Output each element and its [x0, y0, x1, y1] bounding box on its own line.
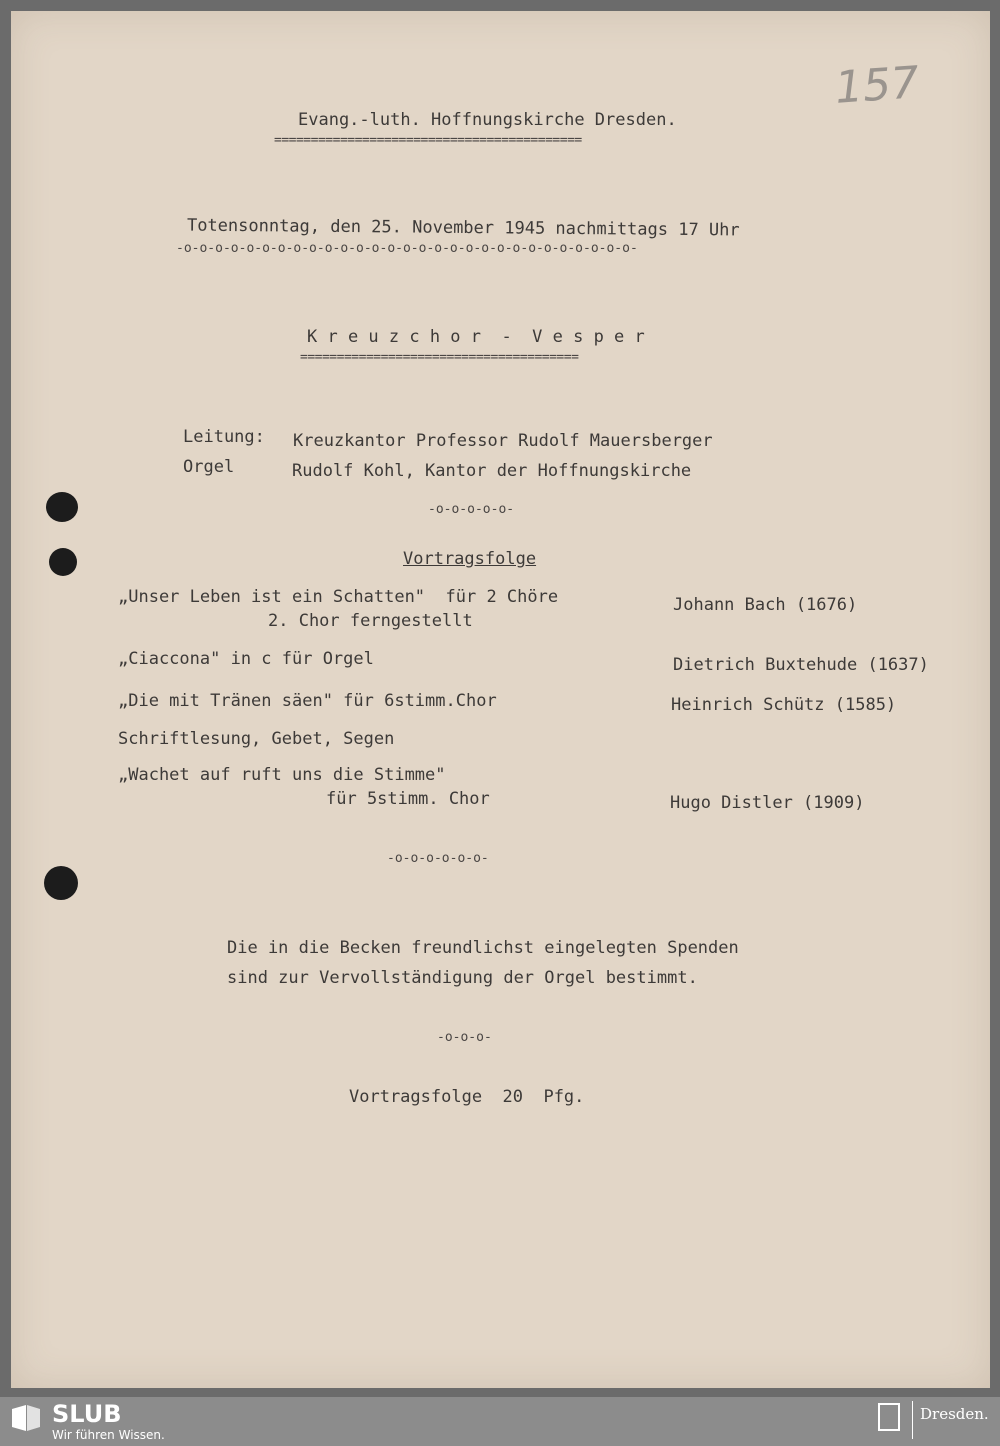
program-composer-1: Johann Bach (1676): [673, 595, 858, 615]
punch-hole: [49, 548, 77, 576]
date-line: Totensonntag, den 25. November 1945 nachmittags 17 Uhr: [186, 215, 740, 241]
title-underline: ======================================: [300, 350, 579, 365]
program-work-2: „Ciaccona" in c für Orgel: [118, 649, 374, 669]
library-tagline: Wir führen Wissen.: [52, 1428, 165, 1442]
header-underline: ==========================================: [274, 133, 582, 148]
city-crest-icon: [878, 1403, 900, 1431]
price-line: Vortragsfolge 20 Pfg.: [349, 1087, 585, 1107]
separator-1: -o-o-o-o-o-: [428, 502, 515, 517]
program-composer-5: Hugo Distler (1909): [670, 793, 865, 813]
separator-3: -o-o-o-: [437, 1030, 492, 1045]
viewer-footer: [0, 1397, 1000, 1446]
punch-hole: [46, 492, 78, 522]
separator-2: -o-o-o-o-o-o-: [387, 851, 489, 866]
program-composer-2: Dietrich Buxtehude (1637): [673, 655, 929, 675]
slub-logo-icon: [12, 1405, 40, 1431]
program-heading: Vortragsfolge: [403, 549, 537, 569]
logo-divider: [912, 1401, 913, 1439]
orgel-label: Orgel: [183, 457, 235, 477]
punch-hole: [44, 866, 78, 900]
document-header: Evang.-luth. Hoffnungskirche Dresden.: [298, 110, 677, 130]
program-work-3: „Die mit Tränen säen" für 6stimm.Chor: [118, 691, 497, 711]
orgel-value: Rudolf Kohl, Kantor der Hoffnungskirche: [292, 461, 692, 481]
program-composer-3: Heinrich Schütz (1585): [671, 695, 897, 715]
program-work-1: „Unser Leben ist ein Schatten" für 2 Chöre: [118, 587, 559, 607]
document-title: K r e u z c h o r - V e s p e r: [307, 327, 645, 347]
program-note-5: für 5stimm. Chor: [326, 789, 490, 809]
donation-line-2: sind zur Vervollständigung der Orgel bestimmt.: [227, 968, 698, 988]
leitung-value: Kreuzkantor Professor Rudolf Mauersberger: [293, 431, 713, 451]
pencil-page-number: 157: [833, 57, 921, 114]
city-logo: Dresden.: [920, 1405, 989, 1423]
program-note-1: 2. Chor ferngestellt: [268, 611, 473, 631]
program-work-4: Schriftlesung, Gebet, Segen: [118, 729, 395, 749]
leitung-label: Leitung:: [183, 427, 265, 447]
library-name: SLUB: [52, 1400, 122, 1428]
donation-line-1: Die in die Becken freundlichst eingelegten Spenden: [227, 938, 739, 958]
date-separator: -o-o-o-o-o-o-o-o-o-o-o-o-o-o-o-o-o-o-o-o-o-o-o-o-o-o-o-o-o-: [176, 241, 638, 256]
program-work-5: „Wachet auf ruft uns die Stimme": [118, 765, 446, 785]
